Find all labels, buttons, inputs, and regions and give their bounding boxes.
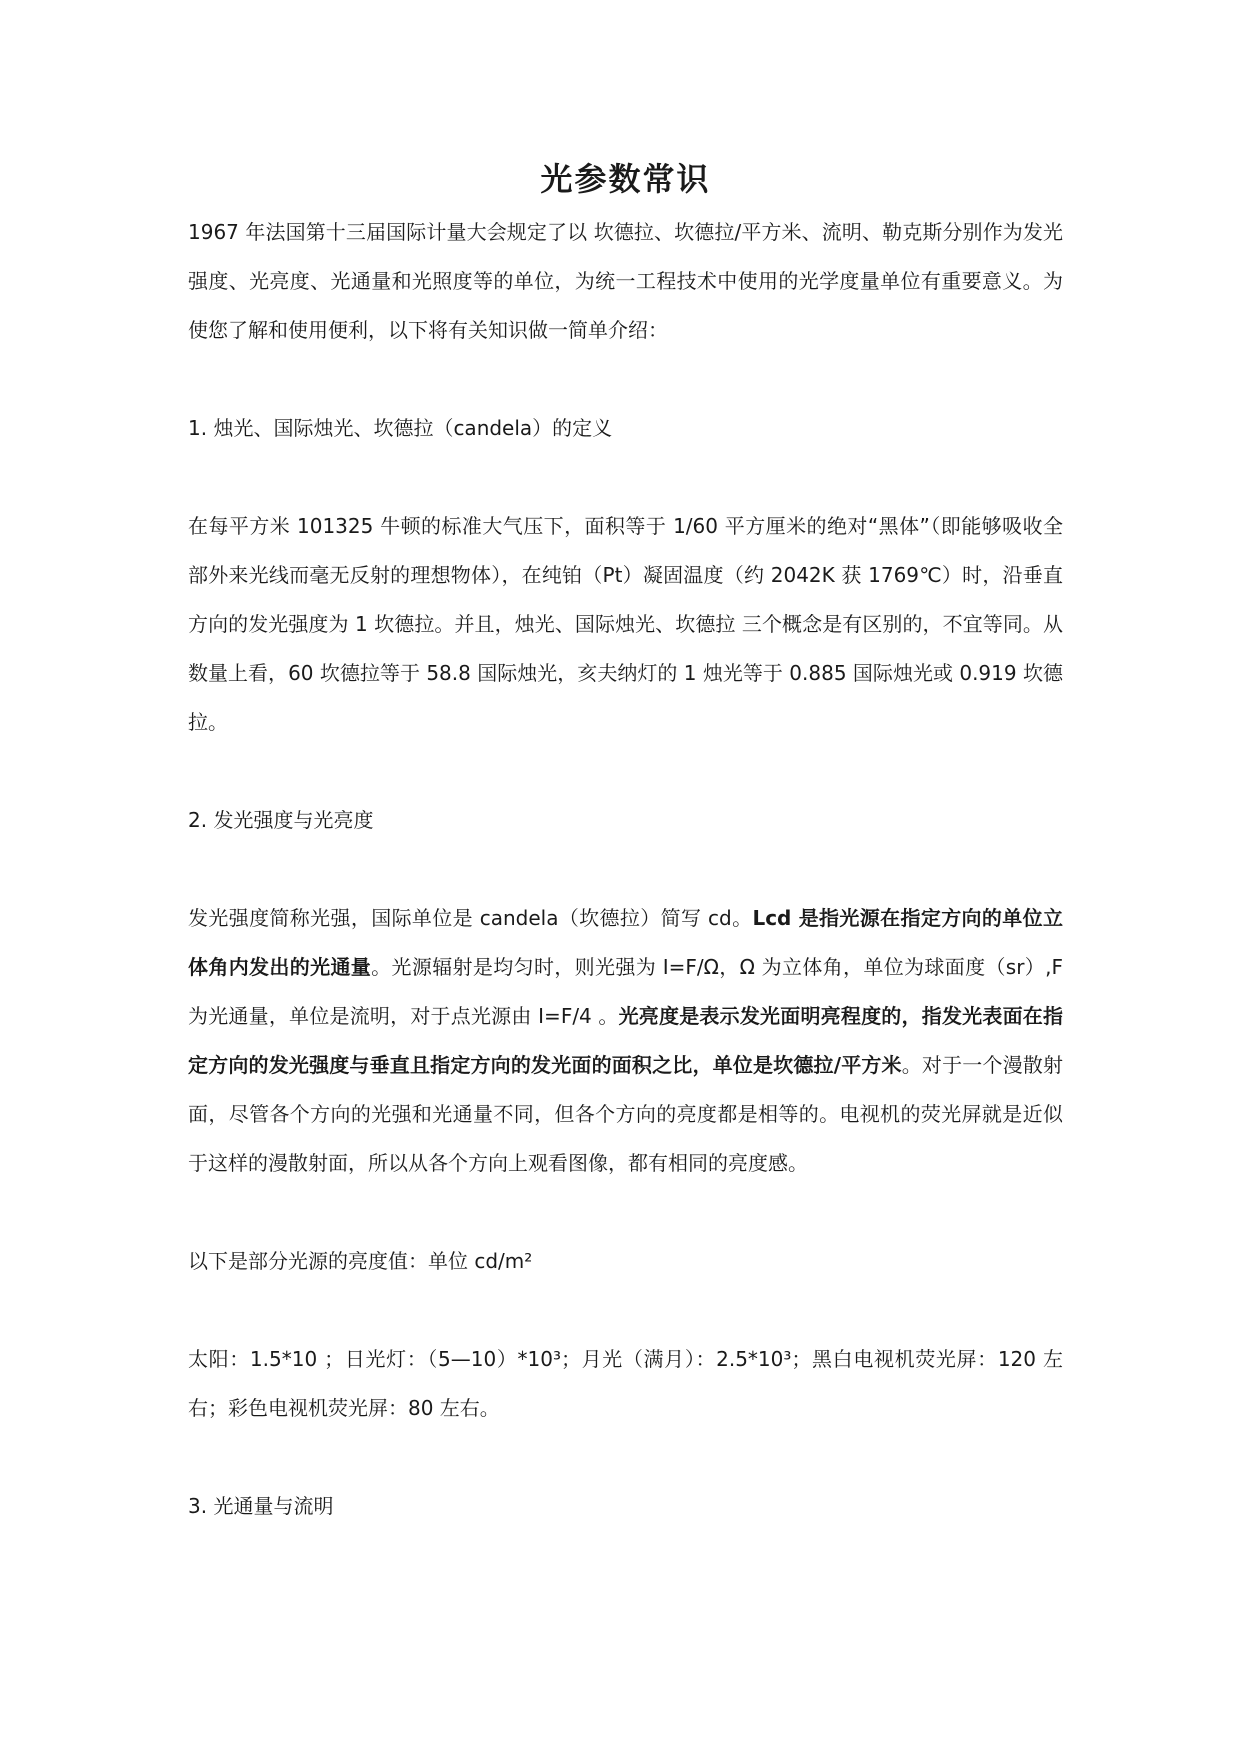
section-2-text-b: 。光源辐射是均匀时，则光强为 I=F/Ω，Ω 为立体角，单位为球面度（sr）,F 为光通量，单位是流明，对于点光源由 I=F/4 。 <box>188 955 1064 1028</box>
document-page <box>188 150 1063 1531</box>
section-3-heading: 3. 光通量与流明 <box>188 1494 334 1518</box>
spacer <box>188 845 1063 894</box>
spacer <box>188 747 1063 796</box>
spacer <box>188 1286 1063 1335</box>
spacer <box>188 1433 1063 1482</box>
section-1-body: 在每平方米 101325 牛顿的标准大气压下，面积等于 1/60 平方厘米的绝对“黑体”（即能够吸收全部外来光线而毫无反射的理想物体），在纯铂（Pt）凝固温度（约 2042K 获 1769℃）时，沿垂直方向的发光强度为 1 坎德拉。并且，烛光、国际烛光、坎德拉 三个概念是有区别的，不宜等同。从数量上看，60 坎德拉等于 58.8 国际烛光，亥夫纳灯的 1 烛光等于 0.885 国际烛光或 0.919 坎德拉。 <box>188 514 1063 734</box>
intro-paragraph: 1967 年法国第十三届国际计量大会规定了以 坎德拉、坎德拉/平方米、流明、勒克斯分别作为发光强度、光亮度、光通量和光照度等的单位，为统一工程技术中使用的光学度量单位有重要意义。为使您了解和使用便利，以下将有关知识做一简单介绍： <box>188 220 1063 342</box>
section-2-text-c: 。对于一个漫散射面，尽管各个方向的光强和光通量不同，但各个方向的亮度都是相等的。电视机的荧光屏就是近似于这样的漫散射面，所以从各个方向上观看图像，都有相同的亮度感。 <box>188 1053 1064 1175</box>
section-1-heading: 1. 烛光、国际烛光、坎德拉（candela）的定义 <box>188 416 613 440</box>
section-2-text-a: 发光强度简称光强，国际单位是 candela（坎德拉）简写 cd。 <box>188 906 753 930</box>
luminance-values: 太阳：1.5*10 ；日光灯：（5—10）*10³；月光（满月）：2.5*10³；黑白电视机荧光屏：120 左右；彩色电视机荧光屏：80 左右。 <box>188 1347 1063 1420</box>
section-2-heading: 2. 发光强度与光亮度 <box>188 808 374 832</box>
luminance-values-intro: 以下是部分光源的亮度值：单位 cd/m² <box>188 1249 533 1273</box>
spacer <box>188 355 1063 404</box>
section-2-body <box>188 894 1063 1188</box>
section-2-bold-b: 光亮度是表示发光面明亮程度的，指发光表面在指定方向的发光强度与垂直且指定方向的发光面的面积之比，单位是坎德拉/平方米 <box>188 1004 1063 1077</box>
page-title: 光参数常识 <box>540 160 711 198</box>
spacer <box>188 453 1063 502</box>
section-2-bold-a: Lcd 是指光源在指定方向的单位立体角内发出的光通量 <box>188 906 1063 979</box>
spacer <box>188 1188 1063 1237</box>
